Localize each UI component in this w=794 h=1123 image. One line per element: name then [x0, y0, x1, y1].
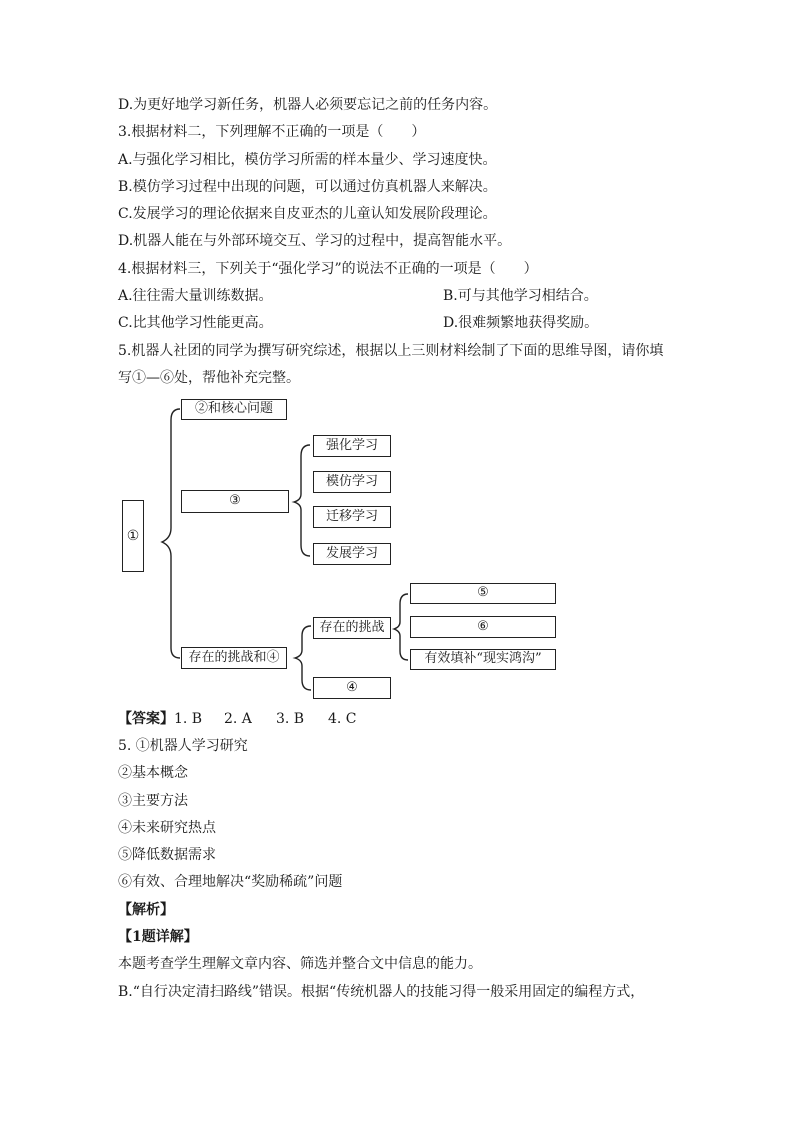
- mindmap-challenge-item-gap: 有效填补“现实鸿沟”: [410, 649, 556, 670]
- answer-5-line-6: ⑥有效、合理地解决“奖励稀疏”问题: [118, 874, 343, 890]
- mindmap-challenge-item-5: ⑤: [410, 583, 556, 604]
- q3-option-a: A.与强化学习相比，模仿学习所需的样本量少、学习速度快。: [118, 152, 497, 168]
- mindmap-challenge: 存在的挑战: [313, 617, 391, 639]
- q4-option-a: A.往往需大量训练数据。: [118, 288, 273, 304]
- mindmap-method-reinforcement: 强化学习: [313, 435, 391, 457]
- answer-3: 3. B: [276, 711, 305, 727]
- answer-5-line-5: ⑤降低数据需求: [118, 847, 216, 863]
- q3-stem: 3.根据材料二，下列理解不正确的一项是（ ）: [118, 124, 426, 140]
- q4-option-d: D.很难频繁地获得奖励。: [443, 315, 599, 331]
- mindmap-branch-concepts: ②和核心问题: [181, 399, 287, 420]
- analysis-label: 【解析】: [118, 902, 174, 918]
- q4-option-b: B.可与其他学习相结合。: [443, 288, 598, 304]
- q4-option-c: C.比其他学习性能更高。: [118, 315, 273, 331]
- q5-stem-line2: 写①—⑥处，帮他补充完整。: [118, 370, 300, 386]
- q3-option-b: B.模仿学习过程中出现的问题，可以通过仿真机器人来解决。: [118, 179, 497, 195]
- q5-stem-line1: 5.机器人社团的同学为撰写研究综述，根据以上三则材料绘制了下面的思维导图，请你填: [118, 343, 664, 359]
- answer-line: [118, 710, 357, 728]
- mindmap-root: ①: [122, 500, 144, 572]
- answer-label: 【答案】: [118, 711, 174, 727]
- analysis-line-1: 本题考查学生理解文章内容、筛选并整合文中信息的能力。: [118, 956, 482, 972]
- answer-2: 2. A: [224, 711, 252, 727]
- answer-5-line-1: 5. ①机器人学习研究: [118, 738, 248, 754]
- answer-5-line-2: ②基本概念: [118, 765, 188, 781]
- mindmap-method-imitation: 模仿学习: [313, 471, 391, 493]
- answer-5-line-4: ④未来研究热点: [118, 820, 216, 836]
- analysis-q1-label: 【1题详解】: [118, 929, 198, 945]
- mindmap-branch-methods: ③: [181, 490, 289, 513]
- q4-stem: 4.根据材料三，下列关于“强化学习”的说法不正确的一项是（ ）: [118, 261, 538, 277]
- mindmap-future: ④: [313, 677, 391, 699]
- mindmap-challenge-item-6: ⑥: [410, 616, 556, 638]
- analysis-line-2: B.“自行决定清扫路线”错误。根据“传统机器人的技能习得一般采用固定的编程方式，: [118, 984, 645, 1000]
- q3-option-d: D.机器人能在与外部环境交互、学习的过程中，提高智能水平。: [118, 233, 512, 249]
- q3-option-c: C.发展学习的理论依据来自皮亚杰的儿童认知发展阶段理论。: [118, 206, 497, 222]
- answer-1: 1. B: [174, 711, 203, 727]
- answer-5-line-3: ③主要方法: [118, 793, 188, 809]
- mindmap-method-transfer: 迁移学习: [313, 506, 391, 528]
- q2-option-d: D.为更好地学习新任务，机器人必须要忘记之前的任务内容。: [118, 97, 498, 113]
- mindmap-branch-challenges: 存在的挑战和④: [181, 647, 287, 669]
- answer-4: 4. C: [328, 711, 357, 727]
- mindmap-method-developmental: 发展学习: [313, 543, 391, 565]
